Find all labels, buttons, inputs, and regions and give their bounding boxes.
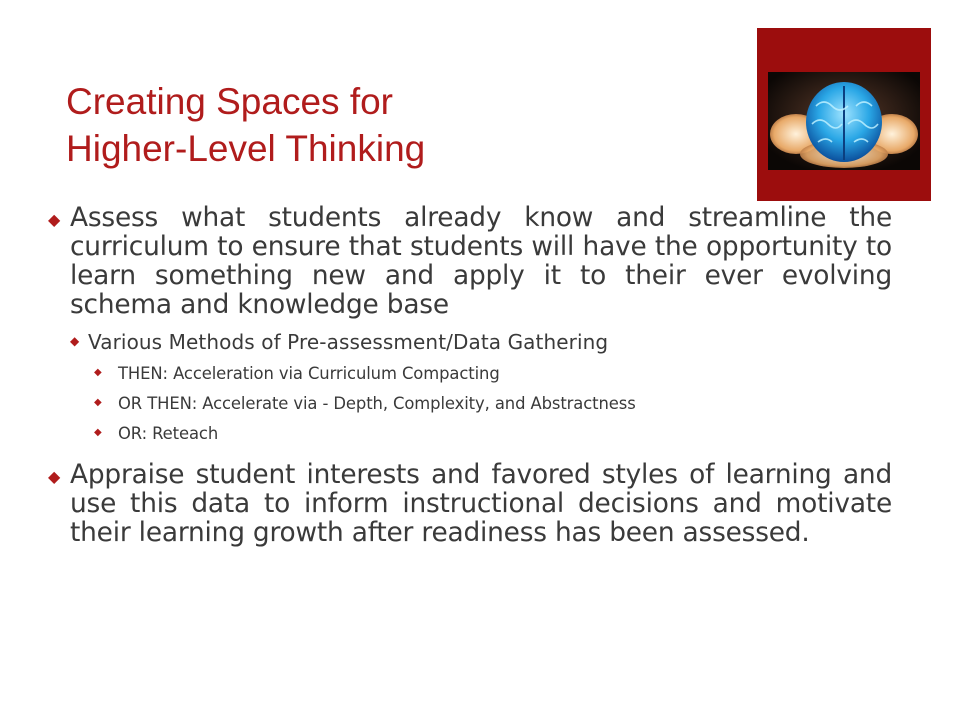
- bullet-diamond-icon: ◆: [48, 210, 61, 229]
- slide-title-line-2: Higher-Level Thinking: [66, 128, 426, 169]
- sub-sub-bullet-3-text: OR: Reteach: [118, 424, 219, 443]
- bullet-1: [48, 203, 892, 319]
- bullet-1-text: Assess what students already know and streamline the curriculum to ensure that students will have the opportunity to learn something new and apply it to their ever evolving schema and knowledge base: [70, 202, 892, 320]
- bullet-2-text: Appraise student interests and favored styles of learning and use this data to inform instructional decisions and motivate their learning growth after readiness has been assessed.: [70, 459, 892, 548]
- sub-bullet-1-text: Various Methods of Pre-assessment/Data Gathering: [88, 330, 609, 354]
- sub-sub-bullet-diamond-icon: ◆: [94, 397, 102, 408]
- sub-sub-bullet-diamond-icon: ◆: [94, 367, 102, 378]
- brain-in-hands-icon: [768, 72, 920, 170]
- sub-sub-bullet-3: [94, 423, 892, 445]
- sub-bullet-diamond-icon: ◆: [70, 334, 80, 348]
- sub-sub-bullet-1: [94, 363, 892, 385]
- sub-sub-bullet-1-text: THEN: Acceleration via Curriculum Compacting: [118, 364, 500, 383]
- bullet-list: [48, 203, 892, 547]
- sub-bullet-1: [70, 329, 892, 355]
- sub-sub-bullet-diamond-icon: ◆: [94, 427, 102, 438]
- sub-sub-bullet-2-text: OR THEN: Accelerate via - Depth, Complexity, and Abstractness: [118, 394, 636, 413]
- bullet-diamond-icon: ◆: [48, 467, 61, 486]
- slide-title: [66, 78, 706, 172]
- bullet-2: [48, 460, 892, 547]
- slide-title-line-1: Creating Spaces for: [66, 81, 394, 122]
- sub-sub-bullet-2: [94, 393, 892, 415]
- brain-picture-frame: [757, 28, 931, 201]
